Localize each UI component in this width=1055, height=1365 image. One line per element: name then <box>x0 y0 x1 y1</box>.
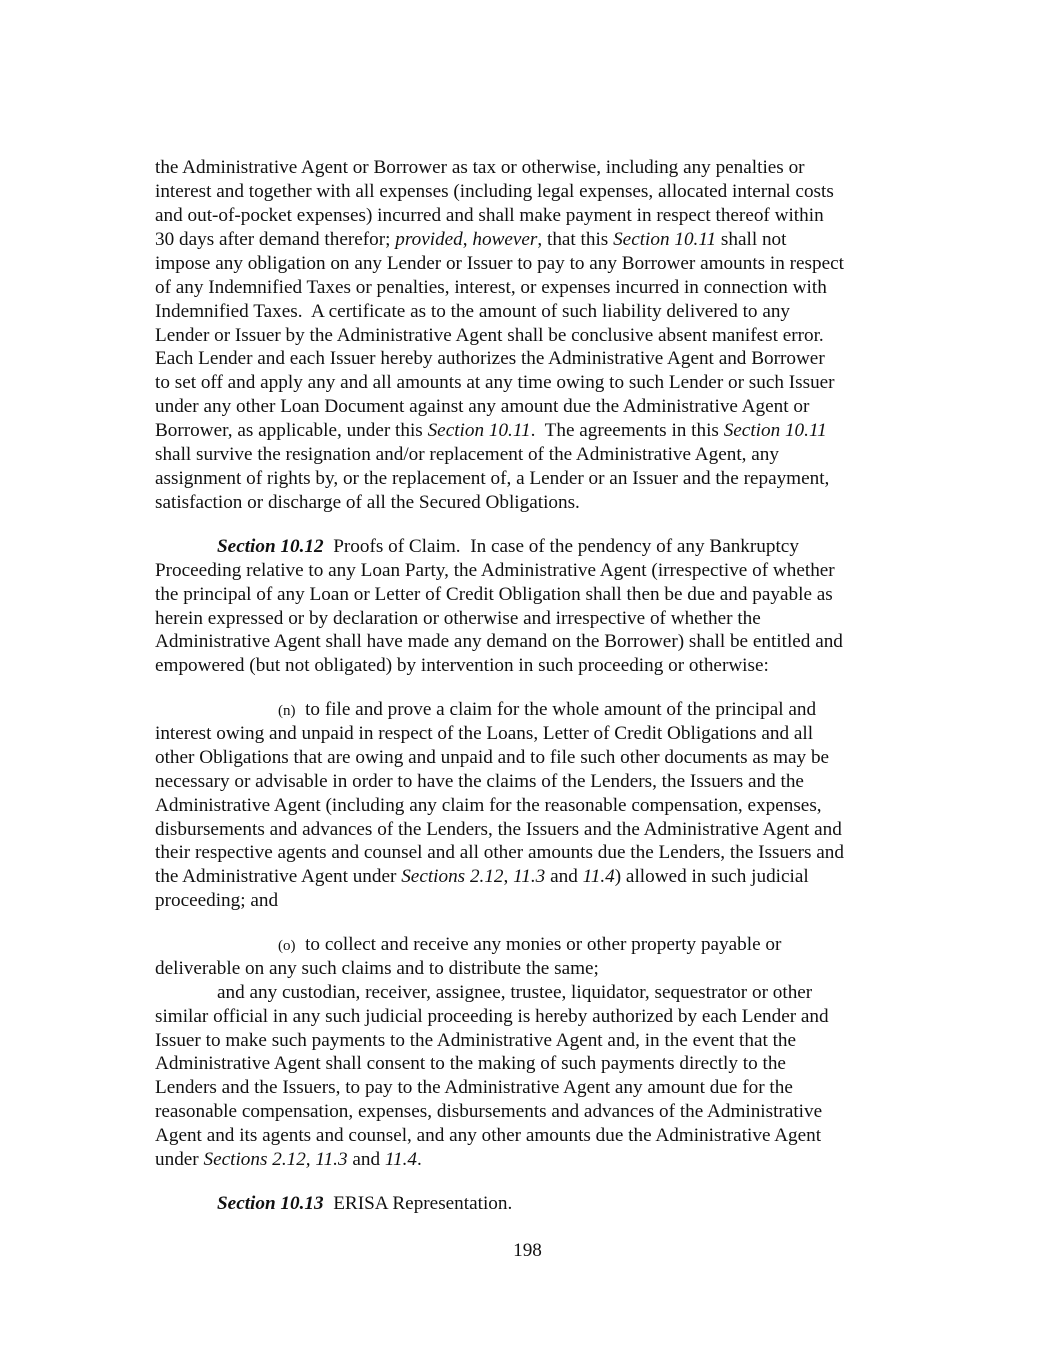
text: and <box>545 866 583 887</box>
text: shall not <box>716 229 787 250</box>
text: to collect and receive any monies or other property payable or <box>305 934 782 955</box>
text: of any Indemnified Taxes or penalties, interest, or expenses incurred in connection with <box>155 277 827 298</box>
para1-line <box>155 156 805 180</box>
text: impose any obligation on any Lender or Issuer to pay to any Borrower amounts in respect <box>155 253 844 274</box>
section-reference: Section 10.11 <box>613 229 717 250</box>
text: ) allowed in such judicial <box>614 866 809 887</box>
text: , <box>503 866 514 887</box>
section-10-12-line <box>155 607 761 631</box>
text: to set off and apply any and all amounts at any time owing to such Lender or such Issuer <box>155 372 835 393</box>
section-reference: 11.4 <box>582 866 615 887</box>
section-reference: 11.3 <box>513 866 546 887</box>
text: interest owing and unpaid in respect of the Loans, Letter of Credit Obligations and all <box>155 723 814 744</box>
section-10-12-line <box>155 583 833 607</box>
section-reference: Section 10.11 <box>723 420 827 441</box>
text: , <box>462 229 473 250</box>
page-number: 198 <box>513 1240 542 1261</box>
para1-line <box>155 395 809 419</box>
section-reference: Sections 2.12 <box>401 866 504 887</box>
text: assignment of rights by, or the replacement of, a Lender or an Issuer and the repayment, <box>155 468 830 489</box>
text: disbursements and advances of the Lenders, the Issuers and the Administrative Agent and <box>155 819 842 840</box>
text: Lenders and the Issuers, to pay to the Administrative Agent any amount due for the <box>155 1077 793 1098</box>
item-n-line <box>155 865 809 889</box>
text: Administrative Agent (including any claim for the reasonable compensation, expenses, <box>155 795 822 816</box>
custodian-line <box>155 1076 793 1100</box>
italic-term: however <box>472 229 538 250</box>
item-n-first-line <box>278 698 816 724</box>
text: the Administrative Agent or Borrower as tax or otherwise, including any penalties or <box>155 157 805 178</box>
custodian-line <box>155 1052 786 1076</box>
item-n-line <box>155 770 804 794</box>
item-n-line <box>155 746 829 770</box>
custodian-line <box>155 1029 796 1053</box>
text: . The agreements in this <box>530 420 724 441</box>
text: and any custodian, receiver, assignee, trustee, liquidator, sequestrator or other <box>217 982 813 1003</box>
para1-line <box>155 347 825 371</box>
section-title: ERISA Representation. <box>333 1193 513 1214</box>
para1-line <box>155 467 829 491</box>
section-reference: 11.4 <box>384 1149 418 1170</box>
section-10-12-line <box>155 559 835 583</box>
item-o-first-line <box>278 933 781 959</box>
text: under <box>155 1149 204 1170</box>
text: to file and prove a claim for the whole amount of the principal and <box>305 699 817 720</box>
para1-line <box>155 180 834 204</box>
section-reference: Section 10.11 <box>427 420 531 441</box>
text: satisfaction or discharge of all the Secured Obligations. <box>155 492 580 513</box>
section-heading: Section 10.12 <box>217 536 324 557</box>
text: Indemnified Taxes. A certificate as to the amount of such liability delivered to any <box>155 301 791 322</box>
item-n-line <box>155 841 844 865</box>
text: herein expressed or by declaration or otherwise and irrespective of whether the <box>155 608 761 629</box>
text: the principal of any Loan or Letter of Credit Obligation shall then be due and payable as <box>155 584 833 605</box>
para1-line <box>155 276 827 300</box>
text: . <box>417 1149 422 1170</box>
section-10-13-heading-line <box>217 1192 512 1216</box>
para1-line <box>155 419 827 443</box>
item-n-line <box>155 722 813 746</box>
section-heading: Section 10.13 <box>217 1193 324 1214</box>
text: Administrative Agent shall consent to the making of such payments directly to the <box>155 1053 786 1074</box>
text: interest and together with all expenses (including legal expenses, allocated internal costs <box>155 181 834 202</box>
para1-line <box>155 204 824 228</box>
section-reference: Sections 2.12, 11.3 <box>203 1149 348 1170</box>
text: and out-of-pocket expenses) incurred and shall make payment in respect thereof within <box>155 205 824 226</box>
para1-line <box>155 324 824 348</box>
text: Proceeding relative to any Loan Party, the Administrative Agent (irrespective of whether <box>155 560 835 581</box>
custodian-line <box>217 981 812 1005</box>
text: proceeding; and <box>155 890 279 911</box>
text: Each Lender and each Issuer hereby authorizes the Administrative Agent and Borrower <box>155 348 825 369</box>
italic-term: provided <box>395 229 463 250</box>
text: and <box>347 1149 385 1170</box>
item-n-line <box>155 818 842 842</box>
text: the Administrative Agent under <box>155 866 402 887</box>
para1-line <box>155 252 844 276</box>
text: 30 days after demand therefor; <box>155 229 396 250</box>
section-10-12-line <box>155 630 843 654</box>
text: necessary or advisable in order to have the claims of the Lenders, the Issuers and the <box>155 771 804 792</box>
text: , that this <box>537 229 614 250</box>
para1-line <box>155 491 580 515</box>
para1-line <box>155 443 779 467</box>
item-o-line <box>155 957 599 981</box>
section-10-12-line <box>155 654 769 678</box>
text: reasonable compensation, expenses, disbursements and advances of the Administrative <box>155 1101 823 1122</box>
text: Issuer to make such payments to the Administrative Agent and, in the event that the <box>155 1030 797 1051</box>
text: their respective agents and counsel and all other amounts due the Lenders, the Issuers and <box>155 842 844 863</box>
custodian-line <box>155 1005 829 1029</box>
section-title: Proofs of Claim <box>333 536 456 557</box>
item-n-line <box>155 889 278 913</box>
text: Lender or Issuer by the Administrative Agent shall be conclusive absent manifest error. <box>155 325 824 346</box>
text: Borrower, as applicable, under this <box>155 420 428 441</box>
custodian-line <box>155 1100 822 1124</box>
text: deliverable on any such claims and to distribute the same; <box>155 958 599 979</box>
text: similar official in any such judicial proceeding is hereby authorized by each Lender and <box>155 1006 829 1027</box>
list-item-label: (o) <box>278 938 296 954</box>
custodian-line <box>155 1148 422 1172</box>
section-10-12-heading-line <box>217 535 799 559</box>
text: empowered (but not obligated) by intervention in such proceeding or otherwise: <box>155 655 769 676</box>
text: under any other Loan Document against any amount due the Administrative Agent or <box>155 396 810 417</box>
list-item-label: (n) <box>278 703 296 719</box>
text: Administrative Agent shall have made any demand on the Borrower) shall be entitled and <box>155 631 843 652</box>
text: . In case of the pendency of any Bankruptcy <box>455 536 799 557</box>
custodian-line <box>155 1124 821 1148</box>
para1-line <box>155 371 835 395</box>
text: Agent and its agents and counsel, and any other amounts due the Administrative Agent <box>155 1125 822 1146</box>
para1-line <box>155 300 790 324</box>
text: shall survive the resignation and/or replacement of the Administrative Agent, any <box>155 444 779 465</box>
text: other Obligations that are owing and unpaid and to file such other documents as may be <box>155 747 830 768</box>
para1-line <box>155 228 786 252</box>
item-n-line <box>155 794 822 818</box>
